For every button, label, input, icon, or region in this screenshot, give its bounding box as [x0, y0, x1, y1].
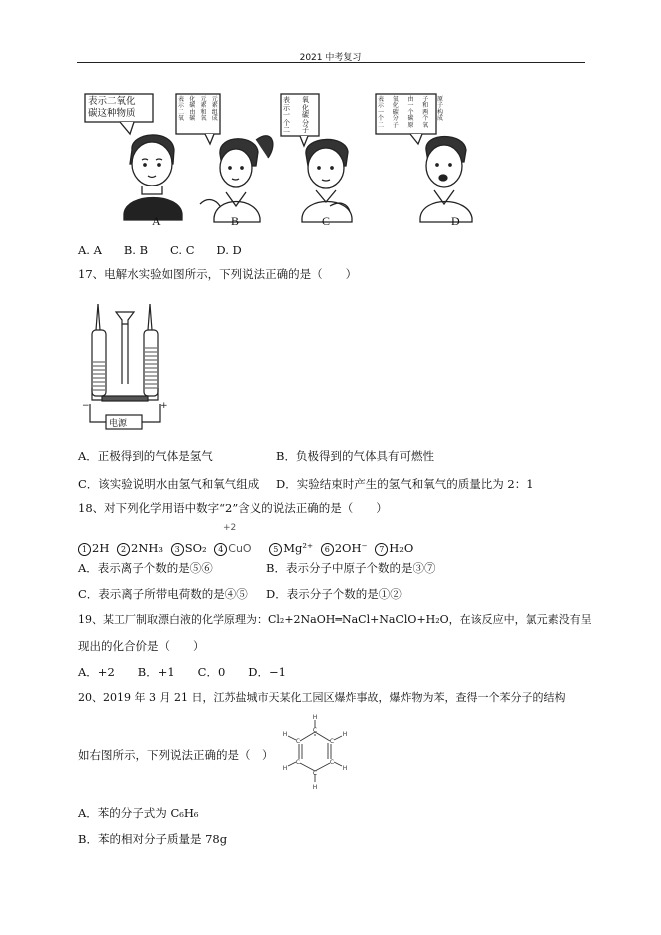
q18-option-c: C．表示离子所带电荷数的是④⑤	[78, 587, 248, 601]
q18-item-1: 2H	[92, 541, 110, 555]
circled-number-7: 7	[375, 543, 388, 556]
q17-option-d: D．实验结束时产生的氢气和氧气的质量比为 2：1	[276, 477, 534, 491]
bubble-d-content: 表 示 一 个 二 氧 化 碳 分 子 由 一 个 碳 原 子 和 两 个 氧 原 子 构 成	[378, 96, 444, 129]
q19-options: A．+2 B．+1 C．0 D．−1	[78, 665, 286, 679]
hydrogen-2: H	[342, 731, 348, 738]
q17-stem: 17、电解水实验如图所示，下列说法正确的是（ ）	[78, 267, 358, 281]
q19-stem-line-2: 现出的化合价是（ ）	[78, 639, 205, 653]
person-b	[200, 136, 273, 222]
bubble-c-text	[283, 97, 319, 137]
hydrogen-1: H	[312, 714, 318, 721]
q18-item-6: 2OH⁻	[334, 541, 368, 555]
person-d	[420, 137, 472, 223]
carbon-3: C	[329, 759, 335, 766]
q16-options: A. A B. B C. C D. D	[78, 243, 242, 257]
q18-option-a: A．表示离子个数的是⑤⑥	[78, 561, 213, 575]
q17-option-b: B．负极得到的气体具有可燃性	[276, 449, 434, 463]
q18-item-3: SO₂	[184, 541, 207, 555]
q18-item-4: CuO	[228, 542, 252, 555]
q18-items	[78, 540, 413, 557]
benzene-structure	[270, 714, 360, 798]
person-a	[124, 135, 182, 220]
carbon-2: C	[329, 738, 335, 745]
q18-option-d: D．表示分子个数的是①②	[266, 587, 402, 601]
q17-option-c: C．该实验说明水由氢气和氧气组成	[78, 477, 260, 491]
valence-mark: +2	[223, 523, 237, 533]
bubble-b-text	[178, 97, 222, 135]
page-header: 2021 中考复习	[299, 53, 362, 63]
q19-stem-line-1: 19、某工厂制取漂白液的化学原理为：Cl₂+2NaOH═NaCl+NaClO+H₂O，在该反应中，氯元素没有呈	[78, 613, 592, 626]
q18-option-b: B．表示分子中原子个数的是③⑦	[266, 561, 436, 575]
carbon-1: C	[312, 727, 318, 734]
carbon-5: C	[295, 759, 301, 766]
figure-label-b: B	[231, 214, 240, 228]
carbon-4: C	[312, 770, 318, 777]
q18-item-5: Mg²⁺	[283, 541, 314, 555]
circled-number-4: 4	[214, 543, 227, 556]
circled-number-2: 2	[117, 543, 130, 556]
bubble-d-text	[378, 96, 444, 135]
bubble-c-content: 表 示 一 个 二 氧 化 碳 分 子	[283, 96, 309, 135]
q20-option-a: A．苯的分子式为 C₆H₆	[78, 806, 199, 820]
figure-label-c: C	[322, 214, 331, 228]
figure-label-a: A	[152, 214, 161, 228]
q18-item-2: 2NH₃	[131, 541, 164, 555]
q18-item-7: H₂O	[389, 541, 414, 555]
hydrogen-3: H	[342, 765, 348, 772]
carbon-6: C	[295, 738, 301, 745]
q20-stem-line-2: 如右图所示，下列说法正确的是（ ）	[78, 748, 274, 762]
header-rule	[77, 62, 585, 63]
svg-text:+: +	[160, 401, 168, 411]
circled-number-5: 5	[269, 543, 282, 556]
power-supply-label: 电源	[109, 419, 128, 429]
person-c	[302, 139, 352, 222]
q20-stem-line-1: 20、2019 年 3 月 21 日，江苏盐城市天某化工园区爆炸事故，爆炸物为苯，查得一个苯分子的结构	[78, 691, 566, 704]
circled-number-3: 3	[171, 543, 184, 556]
q17-option-a: A．正极得到的气体是氢气	[78, 449, 213, 463]
q20-option-b: B．苯的相对分子质量是 78g	[78, 832, 228, 846]
bubble-a-text: 表示二氧化 碳这种物质	[88, 96, 136, 119]
svg-text:−: −	[82, 401, 90, 411]
bubble-b-content: 表 示 二 氧 化 碳 由 碳 元 素 和 氧 元 素 组 成	[178, 96, 218, 123]
circled-number-6: 6	[321, 543, 334, 556]
hydrogen-5: H	[282, 765, 288, 772]
hydrogen-6: H	[282, 731, 288, 738]
q18-stem: 18、对下列化学用语中数字“2”含义的说法正确的是（ ）	[78, 501, 388, 515]
circled-number-1: 1	[78, 543, 91, 556]
figure-label-d: D	[451, 214, 460, 228]
hydrogen-4: H	[312, 784, 318, 791]
